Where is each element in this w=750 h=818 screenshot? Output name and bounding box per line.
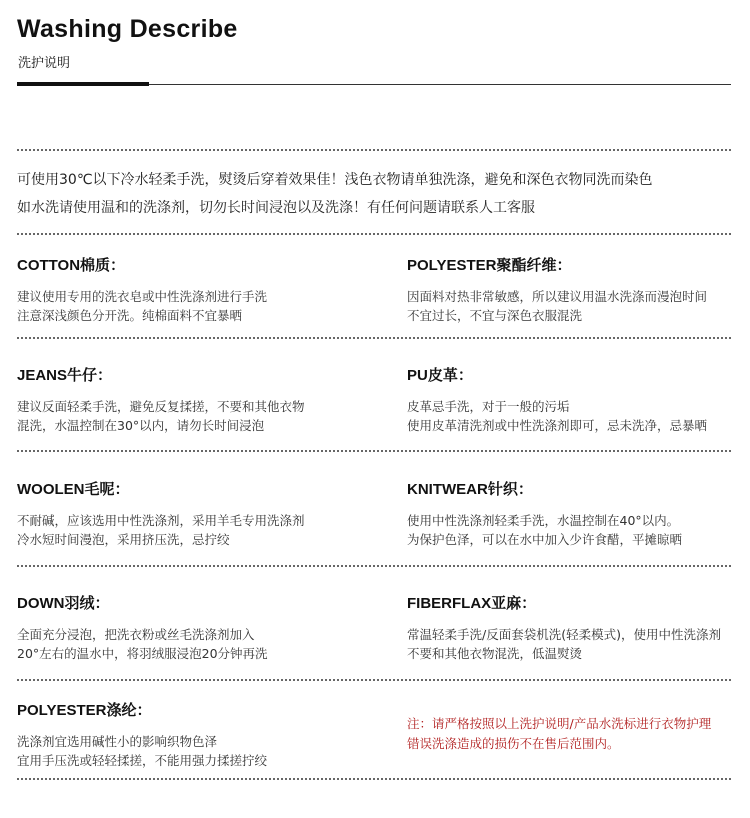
description-line: 洗涤剂宜选用碱性小的影响织物色泽 [17, 734, 218, 749]
description-line: 不宜过长，不宜与深色衣服混洗 [407, 308, 583, 323]
dotted-divider [17, 565, 731, 567]
description-line: 宜用手压洗或轻轻揉搓，不能用强力揉搓拧绞 [17, 753, 268, 768]
material-description [407, 511, 682, 549]
description-line: 因面料对热非常敏感，所以建议用温水洗涤而漫泡时间 [407, 289, 708, 304]
note-line: 错误洗涤造成的损伤不在售后范围内。 [407, 736, 620, 751]
dotted-divider [17, 778, 731, 780]
material-block-down [17, 592, 268, 663]
material-block-woolen [17, 478, 305, 549]
material-block-jeans [17, 364, 305, 435]
material-heading: POLYESTER涤纶： [17, 702, 152, 719]
header-accent-bar [17, 82, 149, 86]
material-block-polyester-fiber [407, 254, 707, 325]
description-line: 使用皮革清洗剂或中性洗涤剂即可，忌未洗净，忌暴晒 [407, 418, 708, 433]
care-warning-note [407, 714, 711, 754]
description-line: 使用中性洗涤剂轻柔手洗，水温控制在40°以内。 [407, 513, 680, 528]
page-subtitle: 洗护说明 [18, 56, 71, 71]
description-line: 为保护色泽，可以在水中加入少许食醋，平摊晾晒 [407, 532, 683, 547]
material-heading: WOOLEN毛呢： [17, 481, 130, 498]
description-line: 建议使用专用的洗衣皂或中性洗涤剂进行手洗 [17, 289, 268, 304]
note-line: 注：请严格按照以上洗护说明/产品水洗标进行衣物护理 [407, 716, 712, 731]
page-title: Washing Describe [17, 15, 238, 43]
material-description [17, 397, 305, 435]
material-block-polyester [17, 699, 267, 770]
description-line: 不要和其他衣物混洗，低温熨烫 [407, 646, 583, 661]
material-block-cotton [17, 254, 267, 325]
description-line: 混洗，水温控制在30°以内，请勿长时间浸泡 [17, 418, 265, 433]
intro-line: 如水洗请使用温和的洗涤剂，切勿长时间浸泡以及洗涤！有任何问题请联系人工客服 [17, 200, 535, 216]
material-heading: COTTON棉质： [17, 257, 126, 274]
dotted-divider [17, 679, 731, 681]
material-heading: PU皮革： [407, 367, 473, 384]
description-line: 不耐碱，应该选用中性洗涤剂，采用羊毛专用洗涤剂 [17, 513, 305, 528]
description-line: 冷水短时间漫泡，采用挤压洗，忌拧绞 [17, 532, 230, 547]
dotted-divider [17, 233, 731, 235]
material-heading: JEANS牛仔： [17, 367, 113, 384]
material-heading: POLYESTER聚酯纤维： [407, 257, 572, 274]
intro-text [17, 166, 737, 222]
description-line: 皮革忌手洗，对于一般的污垢 [407, 399, 570, 414]
material-heading: KNITWEAR针织： [407, 481, 533, 498]
description-line: 注意深浅颜色分开洗。纯棉面料不宜暴晒 [17, 308, 243, 323]
dotted-divider [17, 337, 731, 339]
description-line: 全面充分浸泡，把洗衣粉或丝毛洗涤剂加入 [17, 627, 255, 642]
material-description [407, 397, 707, 435]
description-line: 常温轻柔手洗/反面套袋机洗(轻柔模式)，使用中性洗涤剂 [407, 627, 721, 642]
intro-line: 可使用30℃以下冷水轻柔手洗，熨烫后穿着效果佳！浅色衣物请单独洗涤，避免和深色衣物同洗而染色 [17, 172, 653, 188]
material-description [407, 625, 721, 663]
material-heading: DOWN羽绒： [17, 595, 110, 612]
description-line: 20°左右的温水中，将羽绒服浸泡20分钟再洗 [17, 646, 268, 661]
material-block-fiberflax [407, 592, 721, 663]
material-description [407, 287, 707, 325]
description-line: 建议反面轻柔手洗，避免反复揉搓，不要和其他衣物 [17, 399, 305, 414]
material-heading: FIBERFLAX亚麻： [407, 595, 537, 612]
material-description [17, 625, 268, 663]
material-block-knitwear [407, 478, 682, 549]
dotted-divider [17, 450, 731, 452]
material-description [17, 511, 305, 549]
material-description [17, 287, 267, 325]
material-description [17, 732, 267, 770]
material-block-pu-leather [407, 364, 707, 435]
dotted-divider [17, 149, 731, 151]
